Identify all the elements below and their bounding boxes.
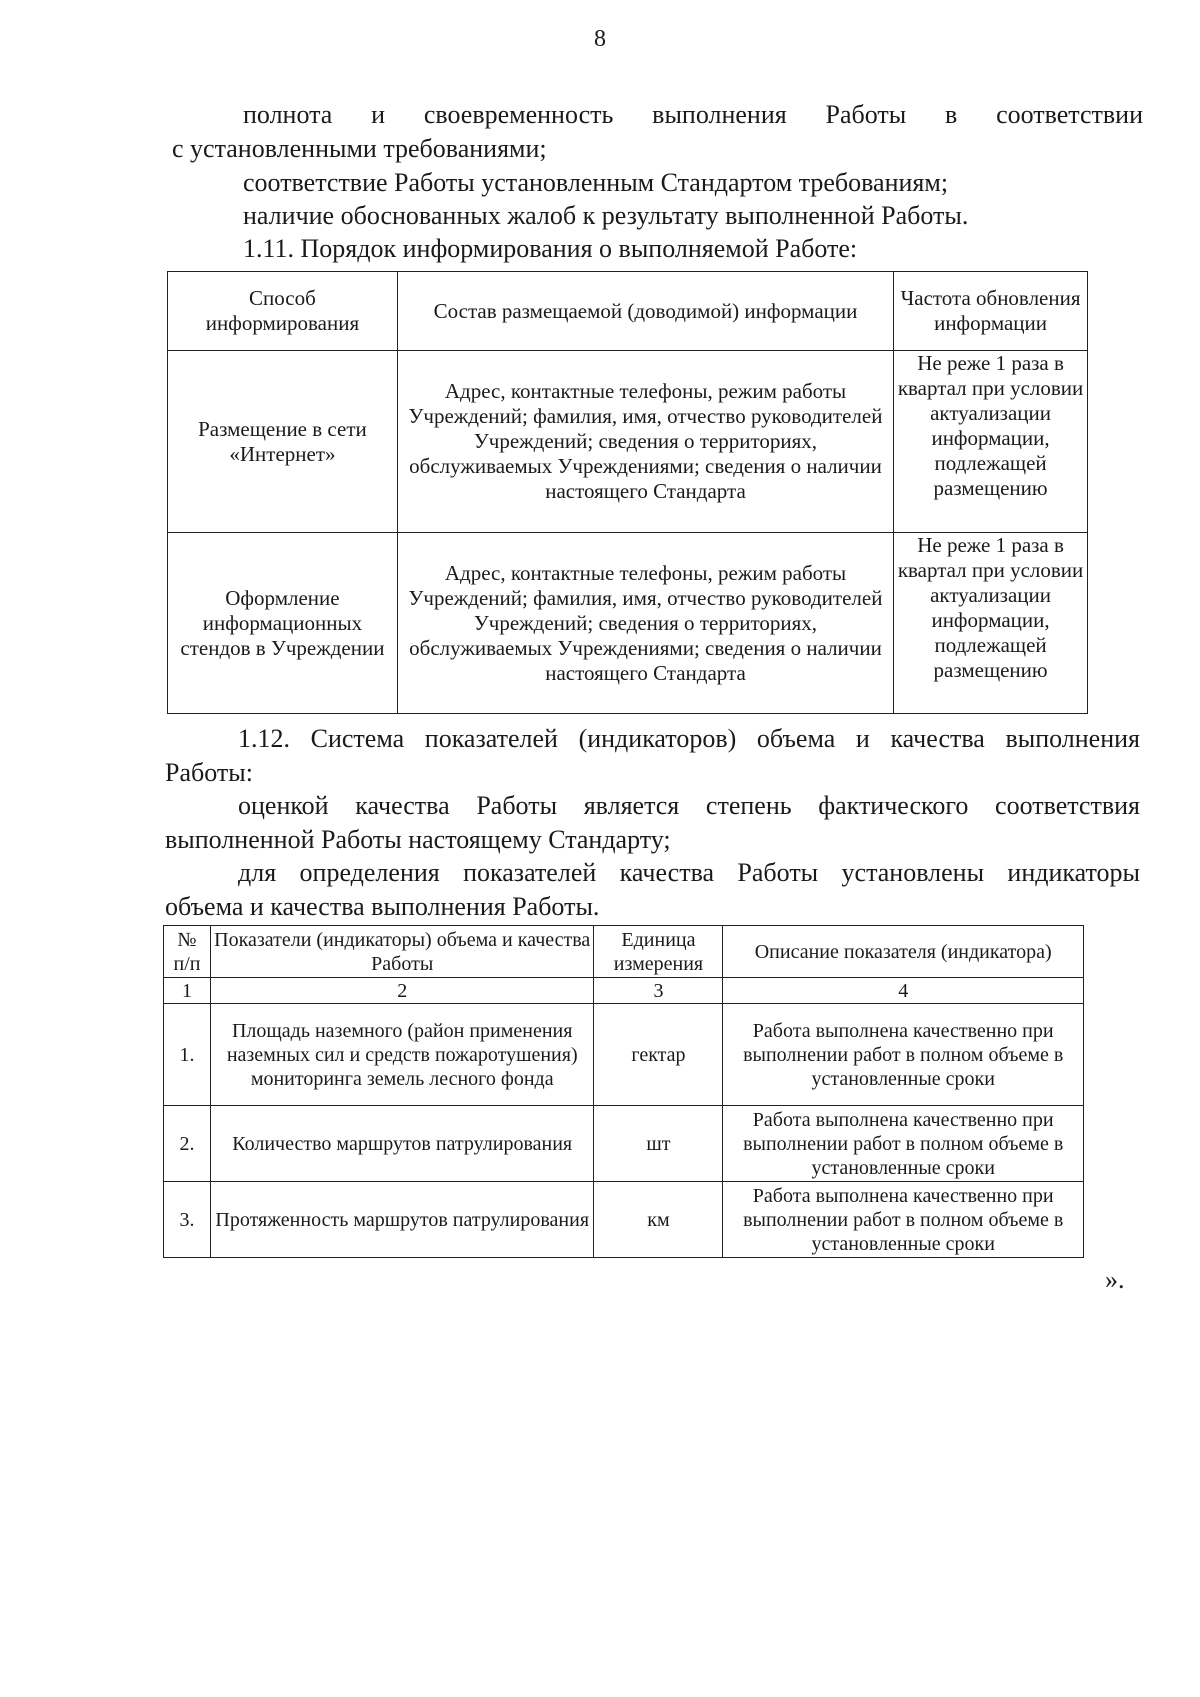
section-1-12-paragraph-2-cont: объема и качества выполнения Работы. [165,892,600,921]
section-1-12-paragraph-1: оценкой качества Работы является степень фактического соответствия [238,791,1140,820]
criteria-line-2: с установленными требованиями; [172,134,547,163]
indicators-header-indicator: Показатели (индикаторы) объема и качества Работы [210,926,594,978]
indicators-row [164,1182,1084,1258]
column-number: 2 [210,978,594,1004]
indicator-num: 2. [164,1106,211,1182]
info-row-frequency: Не реже 1 раза в квартал при условии актуализации информации, подлежащей размещению [894,351,1088,533]
indicator-name: Площадь наземного (район применения наземных сил и средств пожаротушения) мониторинга земель лесного фонда [210,1004,594,1106]
column-number: 1 [164,978,211,1004]
indicators-row [164,1004,1084,1106]
column-number: 4 [723,978,1084,1004]
section-1-11-heading: 1.11. Порядок информирования о выполняемой Работе: [243,234,858,263]
indicator-description: Работа выполнена качественно при выполнении работ в полном объеме в установленные сроки [723,1182,1084,1258]
info-row-frequency: Не реже 1 раза в квартал при условии актуализации информации, подлежащей размещению [894,533,1088,714]
section-1-12-paragraph-1-cont: выполненной Работы настоящему Стандарту; [165,825,671,854]
info-table [167,271,1088,714]
indicators-header-num: № п/п [164,926,211,978]
info-row-content: Адрес, контактные телефоны, режим работы Учреждений; фамилия, имя, отчество руководителей Учреждений; сведения о территориях, обслуживаемых Учреждениями; сведения о наличии настоящего Стандарта [397,351,893,533]
section-1-12-heading-cont: Работы: [165,758,253,787]
indicator-name: Протяженность маршрутов патрулирования [210,1182,594,1258]
info-header-content: Состав размещаемой (доводимой) информации [397,272,893,351]
indicators-header-unit: Единица измерения [594,926,723,978]
indicator-unit: гектар [594,1004,723,1106]
info-table-row [168,533,1088,714]
column-number: 3 [594,978,723,1004]
indicators-column-number-row [164,978,1084,1004]
indicator-name: Количество маршрутов патрулирования [210,1106,594,1182]
info-row-method: Оформление информационных стендов в Учреждении [168,533,398,714]
indicator-unit: шт [594,1106,723,1182]
info-header-frequency: Частота обновления информации [894,272,1088,351]
indicators-header-description: Описание показателя (индикатора) [723,926,1084,978]
indicator-description: Работа выполнена качественно при выполнении работ в полном объеме в установленные сроки [723,1106,1084,1182]
criteria-line-1: полнота и своевременность выполнения Работы в соответствии [243,100,1143,129]
info-row-content: Адрес, контактные телефоны, режим работы Учреждений; фамилия, имя, отчество руководителей Учреждений; сведения о территориях, обслуживаемых Учреждениями; сведения о наличии настоящего Стандарта [397,533,893,714]
closing-quote: ». [1105,1265,1125,1294]
indicators-table [163,925,1084,1258]
info-header-method: Способ информирования [168,272,398,351]
info-row-method: Размещение в сети «Интернет» [168,351,398,533]
indicator-num: 3. [164,1182,211,1258]
indicator-num: 1. [164,1004,211,1106]
section-1-12-heading: 1.12. Система показателей (индикаторов) объема и качества выполнения [238,724,1140,753]
section-1-12-paragraph-2: для определения показателей качества Работы установлены индикаторы [238,858,1140,887]
criteria-line-4: наличие обоснованных жалоб к результату выполненной Работы. [243,201,969,230]
indicators-row [164,1106,1084,1182]
indicator-unit: км [594,1182,723,1258]
criteria-line-3: соответствие Работы установленным Стандартом требованиям; [243,168,949,197]
page-number: 8 [594,26,606,52]
indicators-header-row [164,926,1084,978]
info-table-row [168,351,1088,533]
info-table-header-row [168,272,1088,351]
indicator-description: Работа выполнена качественно при выполнении работ в полном объеме в установленные сроки [723,1004,1084,1106]
